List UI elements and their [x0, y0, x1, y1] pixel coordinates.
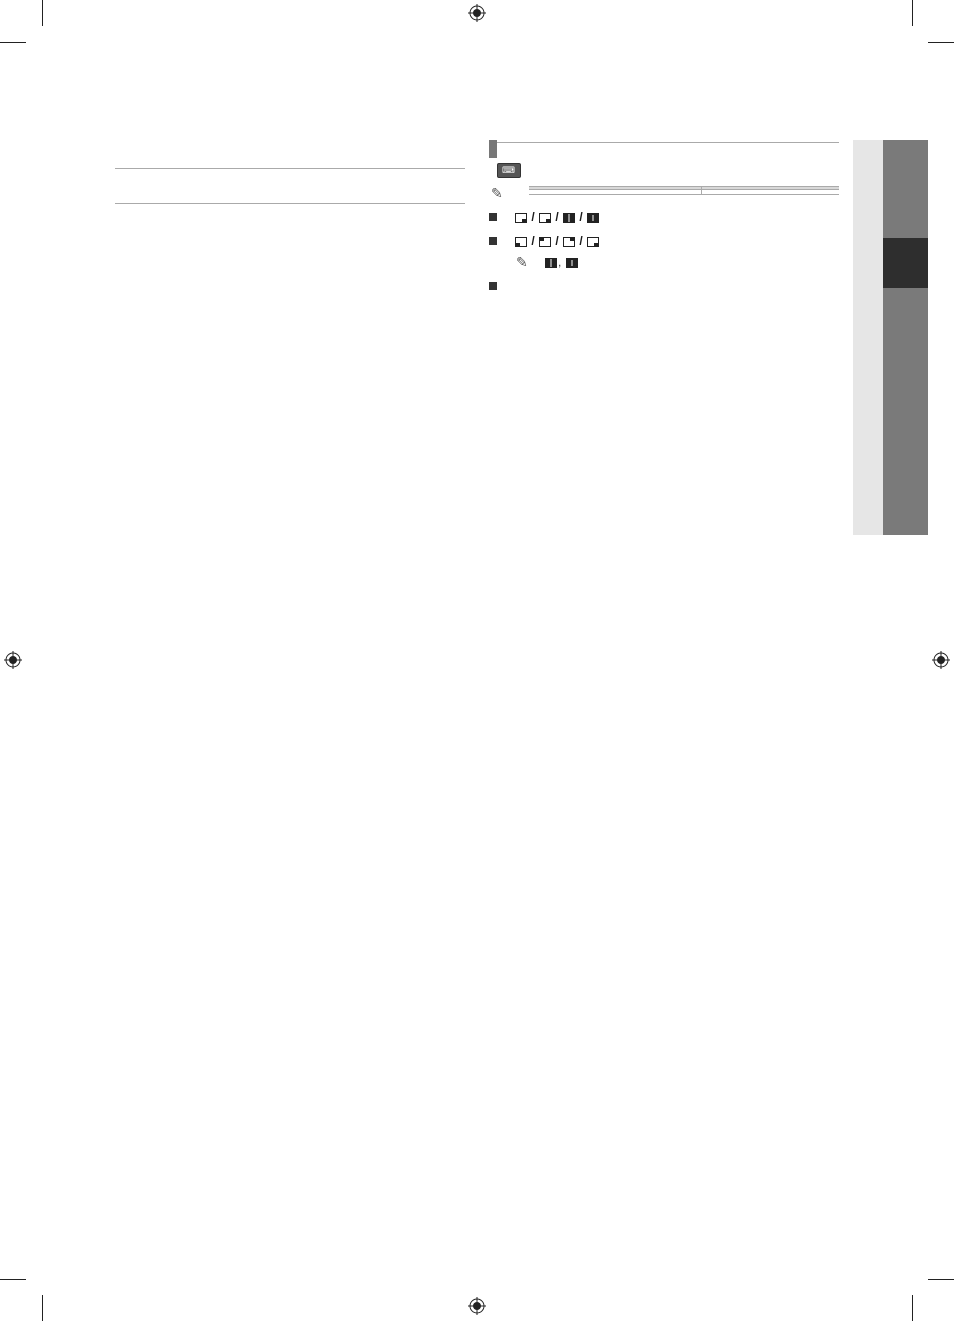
pip-settings-table [529, 186, 839, 195]
crop-mark [0, 1279, 26, 1280]
left-column [115, 138, 465, 214]
pip-dual-icon [545, 258, 557, 268]
position-bottom-left-icon [515, 237, 527, 247]
square-bullet-icon [489, 237, 497, 245]
crop-mark [928, 42, 954, 43]
crop-mark [912, 1295, 913, 1321]
crosshair-registration-icon [932, 651, 950, 669]
position-top-right-icon [563, 237, 575, 247]
crop-mark [42, 0, 43, 26]
pip-dual-wide-icon [566, 258, 578, 268]
position-bottom-right-icon [587, 237, 599, 247]
option-position: / / / ✎ , [489, 233, 839, 271]
section-title-wireless-remote [115, 199, 465, 204]
pip-options-list [489, 209, 839, 271]
subsection-title-pip [489, 138, 839, 143]
crosshair-registration-icon [468, 1297, 486, 1315]
table-cell-sub [702, 190, 840, 195]
pip-dual-icon [563, 213, 575, 223]
square-bullet-icon [489, 213, 497, 221]
option-size: / / / [489, 209, 839, 226]
right-column [489, 138, 839, 278]
pip-small-icon [515, 213, 527, 223]
section-bar-icon [489, 140, 497, 158]
pencil-icon: ✎ [491, 185, 503, 201]
crosshair-registration-icon [4, 651, 22, 669]
chapter-tab-dark [883, 140, 928, 535]
remote-icon: ⌨ [502, 165, 516, 175]
pip-dual-wide-icon [587, 213, 599, 223]
chapter-tab-marker [883, 238, 928, 288]
pip-large-icon [539, 213, 551, 223]
crop-mark [928, 1279, 954, 1280]
pencil-icon: ✎ [516, 254, 528, 270]
position-top-left-icon [539, 237, 551, 247]
pip-heading [489, 163, 839, 178]
crosshair-registration-icon [468, 4, 486, 22]
section-title-common-interface [115, 164, 465, 169]
crop-mark [0, 42, 26, 43]
chapter-tab-label [855, 146, 881, 346]
tools-badge [497, 163, 521, 178]
position-note: ✎ , [514, 254, 839, 271]
crop-mark [42, 1295, 43, 1321]
table-row [529, 190, 839, 195]
square-bullet-icon [489, 282, 497, 290]
crop-mark [912, 0, 913, 26]
table-cell-main [529, 190, 702, 195]
